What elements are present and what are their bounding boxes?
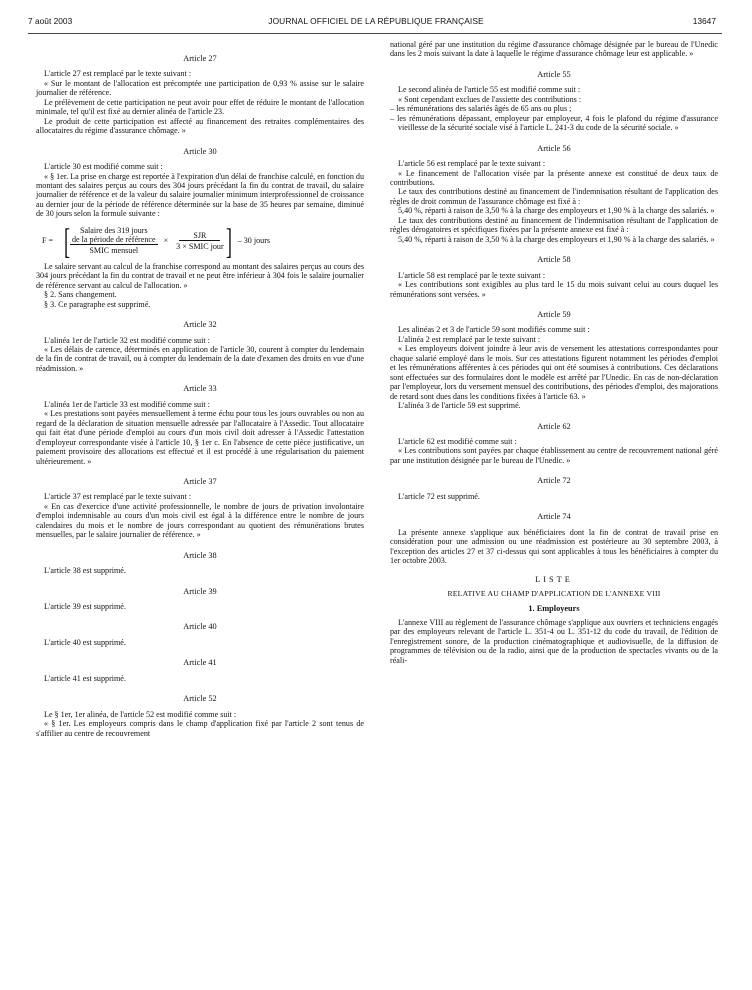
section-heading: 1. Employeurs (528, 604, 580, 614)
paragraph: Le taux des contributions destiné au financement de l'indemnisation résultant de l'application de règles dérogatoires et spécifiques fixées par la présente annexe est fixé à : (390, 215, 718, 235)
franchise-formula (36, 220, 364, 261)
article-heading: Article 38 (183, 550, 217, 560)
article-heading: Article 62 (537, 421, 571, 431)
page-header (0, 16, 752, 30)
paragraph: L'alinéa 2 est remplacé par le texte suivant : (398, 334, 541, 344)
formula-lhs: F = (42, 236, 54, 246)
paragraph: L'alinéa 3 de l'article 59 est supprimé. (398, 401, 521, 411)
paragraph: L'article 40 est supprimé. (44, 637, 126, 647)
article-heading: Article 52 (183, 694, 217, 704)
paragraph: L'alinéa 1er de l'article 33 est modifié comme suit : (44, 399, 210, 409)
paragraph: Le salaire servant au calcul de la franchise correspond au montant des salaires perçus au cours des 304 jours précédant la fin du contrat de travail et ne peut être inférieur à 304 fois le salaire journalier de référence servant au calcul de l'allocation. » (36, 261, 364, 290)
article-heading: Article 40 (183, 622, 217, 632)
paragraph: 5,40 %, réparti à raison de 3,50 % à la charge des employeurs et 1,90 % à la charge des salariés. » (398, 206, 715, 216)
article-heading: Article 33 (183, 384, 217, 394)
article-heading: Article 30 (183, 146, 217, 156)
paragraph: national géré par une institution du régime d'assurance chômage désignée par le bureau de l'Unedic dans les 2 mois suivant la date à laquelle le régime d'assurance chômage leur est applicable. » (390, 40, 718, 59)
header-page-number: 13647 (692, 16, 716, 26)
paragraph: L'article 58 est remplacé par le texte suivant : (398, 270, 546, 280)
paragraph: « Les prestations sont payées mensuellement à terme échu pour tous les jours ouvrables ou non au regard de la déclaration de situation mensuelle adressée par l'allocataire à l'Assedic. Tout allocataire qui fait état d'une période d'emploi au cours d'un mois civil doit adresser à l'Assedic l'attestation d'employeur correspondante visée à l'article 10, § 1er c. En l'absence de cette pièce justificative, un paiement provisoire des allocations est effectué et il est procédé à une régularisation du paiement ultérieurement. » (36, 409, 364, 466)
paragraph: Le produit de cette participation est affecté au financement des retraites complémentaires des allocataires du régime d'assurance chômage. » (36, 116, 364, 136)
paragraph: L'article 56 est remplacé par le texte suivant : (398, 159, 546, 169)
paragraph: § 3. Ce paragraphe est supprimé. (44, 299, 151, 309)
paragraph: Le prélèvement de cette participation ne peut avoir pour effet de réduire le montant de l'allocation minimale, tel qu'il est fixé au dernier alinéa de l'article 23. (36, 97, 364, 117)
article-heading: Article 27 (183, 54, 217, 63)
paragraph: § 2. Sans changement. (44, 290, 117, 300)
paragraph: L'annexe VIII au règlement de l'assurance chômage s'applique aux ouvriers et techniciens engagés par des employeurs relevant de l'article L. 351-4 ou L. 351-12 du code du travail, de l'édition de l'enregistrement sonore, de la production cinématographique et audiovisuelle, de la diffusion de programmes de télévision ou de la radio, ainsi que de la production de spectacles vivants ou de la réali- (390, 617, 718, 665)
list-subtitle: RELATIVE AU CHAMP D'APPLICATION DE L'ANNEXE VIII (447, 588, 661, 598)
formula-fraction-sjr (174, 231, 226, 251)
right-column (390, 40, 718, 665)
left-column (36, 40, 364, 738)
formula-numerator-line2: de la période de référence (72, 235, 156, 245)
formula-tail: – 30 jours (237, 236, 271, 246)
paragraph: La présente annexe s'applique aux bénéficiaires dont la fin de contrat de travail prise en considération pour une admission ou une réadmission est postérieure au 30 septembre 2003, à l'exception des articles 27 et 37 ci-dessus qui sont applicables à tous les bénéficiaires à compter du 1er octobre 2003. (390, 527, 718, 566)
paragraph: « Les employeurs doivent joindre à leur avis de versement les attestations correspondantes pour chaque salarié employé dans le mois. Sur ces attestations figurent notamment les périodes d'emploi et les rémunérations afférentes à ces périodes qui ont été soumises à contributions. Ces déclarations sont effectuées sur des formulaires dont le modèle est arrêté par l'Unedic. En cas de non-déclaration par l'employeur, lors du versement mensuel des contributions, des périodes d'emploi, des majorations de retard sont dues dans les conditions fixées à l'article 63. » (390, 344, 718, 401)
article-heading: Article 74 (537, 512, 571, 522)
article-heading: Article 37 (183, 476, 217, 486)
paragraph: « Sur le montant de l'allocation est précomptée une participation de 0,93 % assise sur le salaire journalier de référence. (36, 78, 364, 98)
article-heading: Article 41 (183, 658, 217, 668)
article-heading: Article 32 (183, 320, 217, 330)
header-rule (28, 33, 722, 34)
article-heading: Article 39 (183, 586, 217, 596)
header-title: JOURNAL OFFICIEL DE LA RÉPUBLIQUE FRANÇAISE (268, 16, 484, 26)
article-heading: Article 55 (537, 69, 571, 79)
article-heading: Article 58 (537, 255, 571, 265)
paragraph: Le second alinéa de l'article 55 est modifié comme suit : (398, 85, 581, 95)
paragraph: L'article 27 est remplacé par le texte suivant : (44, 69, 192, 79)
paragraph: « En cas d'exercice d'une activité professionnelle, le nombre de jours de privation involontaire d'emploi indemnisable au cours d'un mois civil est égal à la différence entre le nombre de jours calendaires du mois et le nombre de jours correspondant au quotient des rémunérations brutes mensuelles, par le salaire journalier de référence. » (36, 501, 364, 540)
paragraph: « Les contributions sont exigibles au plus tard le 15 du mois suivant celui au cours duquel les rémunérations sont versées. » (390, 280, 718, 299)
article-heading: Article 72 (537, 476, 571, 486)
paragraph: « Les contributions sont payées par chaque établissement au centre de recouvrement national géré par une institution désignée par le bureau de l'Unedic. » (390, 446, 718, 465)
paragraph: Le taux des contributions destiné au financement de l'indemnisation résultant de l'application des règles de droit commun de l'assurance chômage est fixé à : (390, 187, 718, 206)
formula-denominator: SMIC mensuel (89, 246, 139, 256)
header-date: 7 août 2003 (28, 16, 73, 26)
formula-fraction-salary (70, 226, 158, 256)
paragraph: « Le financement de l'allocation visée par la présente annexe est constitué de deux taux de contributions. (390, 168, 718, 187)
formula-denominator: 3 × SMIC jour (176, 241, 224, 251)
paragraph: L'article 39 est supprimé. (44, 602, 126, 612)
paragraph: « § 1er. La prise en charge est reportée à l'expiration d'un délai de franchise calculé, en fonction du montant des salaires perçus au cours des 304 jours précédant la fin du contrat de travail, du salaire journalier de référence et de la valeur du salaire journalier minimum interprofessionnel de croissance au dernier jour de la période de référence déterminée sur la base de 35 heures par semaine, diminué de 30 jours selon la formule suivante : (36, 171, 364, 219)
paragraph: L'article 37 est remplacé par le texte suivant : (44, 492, 192, 502)
formula-numerator: SJR (179, 231, 220, 241)
paragraph: 5,40 %, réparti à raison de 3,50 % à la charge des employeurs et 1,90 % à la charge des salariés. » (398, 234, 715, 244)
paragraph: Les alinéas 2 et 3 de l'article 59 sont modifiés comme suit : (398, 325, 590, 335)
paragraph: L'alinéa 1er de l'article 32 est modifié comme suit : (44, 335, 210, 345)
formula-bracket-right: ] (225, 220, 232, 261)
paragraph: « Sont cependant exclues de l'assiette des contributions : (398, 94, 582, 104)
formula-times: × (163, 236, 169, 246)
list-item: – les rémunérations des salariés âgés de 65 ans ou plus ; (390, 104, 572, 114)
formula-numerator-line1: Salaire des 319 jours (79, 225, 148, 235)
paragraph: « Les délais de carence, déterminés en application de l'article 30, courent à compter du lendemain de la fin de contrat de travail, ou à compter du lendemain de la date d'examen des droits en vue d'une réadmission. » (36, 344, 364, 373)
paragraph: L'article 41 est supprimé. (44, 673, 126, 683)
formula-bracket-left: [ (64, 220, 70, 261)
list-title: LISTE (535, 575, 573, 585)
paragraph: L'article 30 est modifié comme suit : (44, 162, 163, 172)
paragraph: L'article 62 est modifié comme suit : (398, 436, 517, 446)
paragraph: Le § 1er, 1er alinéa, de l'article 52 est modifié comme suit : (44, 709, 237, 719)
paragraph: « § 1er. Les employeurs compris dans le champ d'application fixé par l'article 2 sont tenus de s'affilier au centre de recouvrement (36, 719, 364, 738)
article-heading: Article 59 (537, 309, 571, 319)
article-heading: Article 56 (537, 143, 571, 153)
paragraph: L'article 38 est supprimé. (44, 566, 126, 576)
list-item: – les rémunérations dépassant, employeur par employeur, 4 fois le plafond du régime d'assurance vieillesse de la sécurité sociale visé à l'article L. 241-3 du code de la sécurité sociale. » (390, 113, 718, 133)
paragraph: L'article 72 est supprimé. (398, 491, 480, 501)
